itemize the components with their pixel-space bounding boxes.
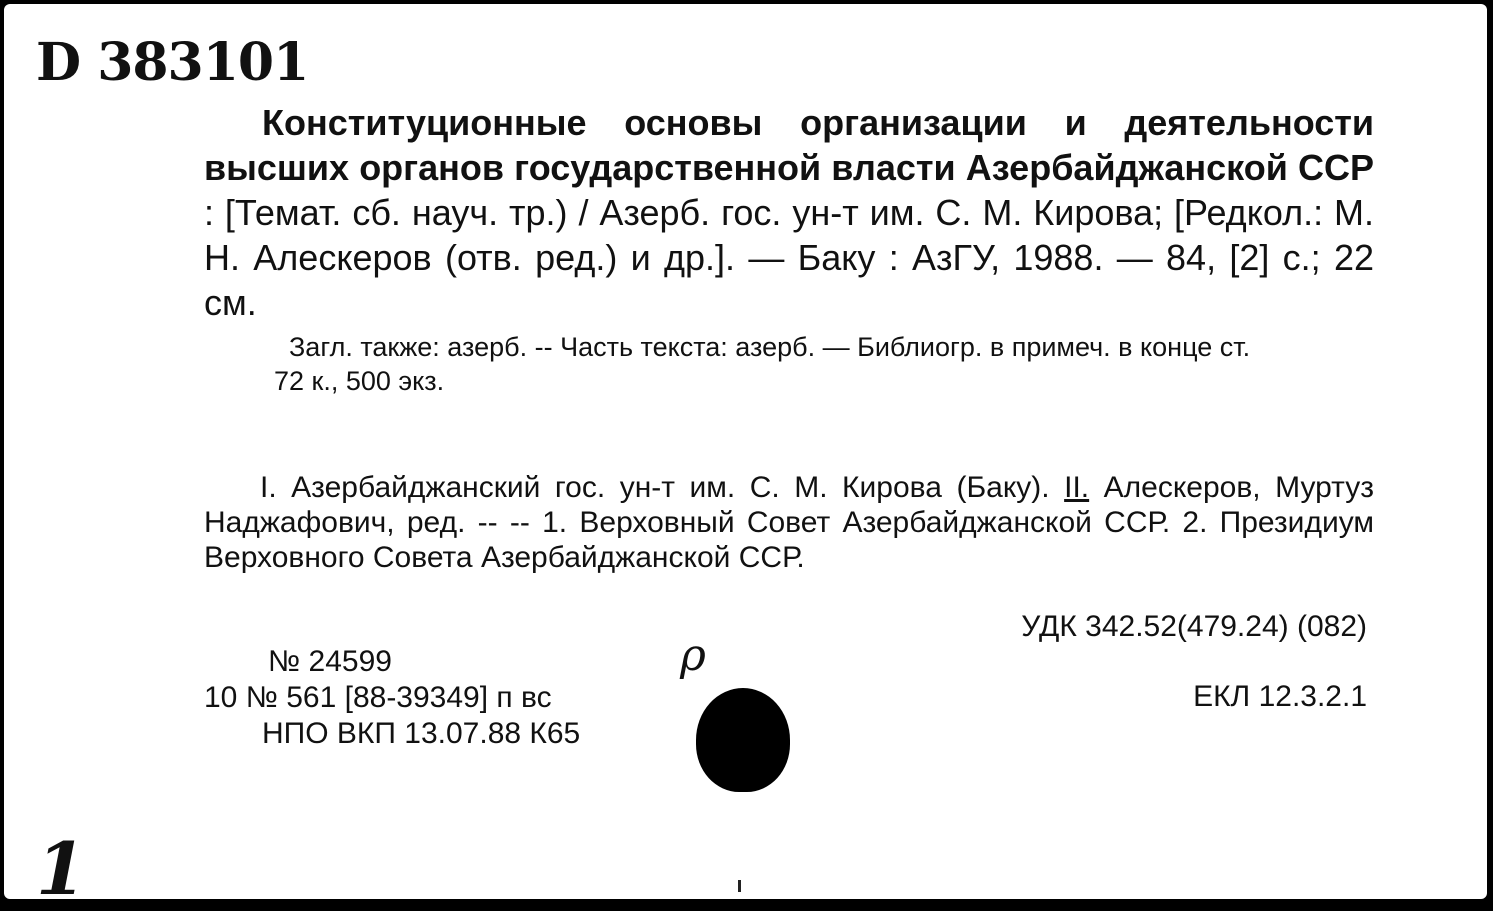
catalog-card bbox=[4, 4, 1487, 911]
tracing-roman-2: II. bbox=[1064, 471, 1090, 504]
tracing-part-2: Алескеров, Муртуз Наджафович, ред. -- -- 1. Верховный Совет Азербайджанской ССР. 2. Президиум Верховного Совета Азербайджанской ССР. bbox=[204, 471, 1374, 574]
ekl-code: ЕКЛ 12.3.2.1 bbox=[1193, 680, 1367, 713]
bibliographic-entry bbox=[204, 100, 1374, 325]
notes-line: Загл. также: азерб. -- Часть текста: азерб. — Библиогр. в примеч. в конце ст. bbox=[289, 332, 1251, 362]
bottom-tick-mark bbox=[738, 880, 741, 892]
punch-hole bbox=[696, 688, 790, 792]
accession-block bbox=[204, 644, 580, 752]
handwritten-letter: ρ bbox=[680, 630, 706, 681]
udk-code: УДК 342.52(479.24) (082) bbox=[1021, 610, 1367, 643]
price-line: 72 к., 500 экз. bbox=[274, 366, 445, 396]
call-number: D 383101 bbox=[36, 32, 309, 93]
printer-line: НПО ВКП 13.07.88 К65 bbox=[262, 717, 581, 750]
accession-number: № 24599 bbox=[268, 645, 392, 678]
handwritten-digit: 1 bbox=[36, 826, 87, 911]
order-line: 10 № 561 [88-39349] п вс bbox=[204, 681, 552, 714]
notes bbox=[204, 330, 1374, 398]
tracing-part-1: I. Азербайджанский гос. ун-т им. С. М. Кирова (Баку). bbox=[260, 471, 1065, 504]
entry-title: Конституционные основы организации и деятельности высших органов государственной власти Азербайджанской ССР bbox=[204, 102, 1374, 188]
tracings bbox=[204, 470, 1374, 575]
entry-details: : [Темат. сб. науч. тр.) / Азерб. гос. ун-т им. С. М. Кирова; [Редкол.: М. Н. Алескеров (отв. ред.) и др.]. — Баку : АзГУ, 1988. — 84, [2] с.; 22 см. bbox=[204, 192, 1374, 323]
